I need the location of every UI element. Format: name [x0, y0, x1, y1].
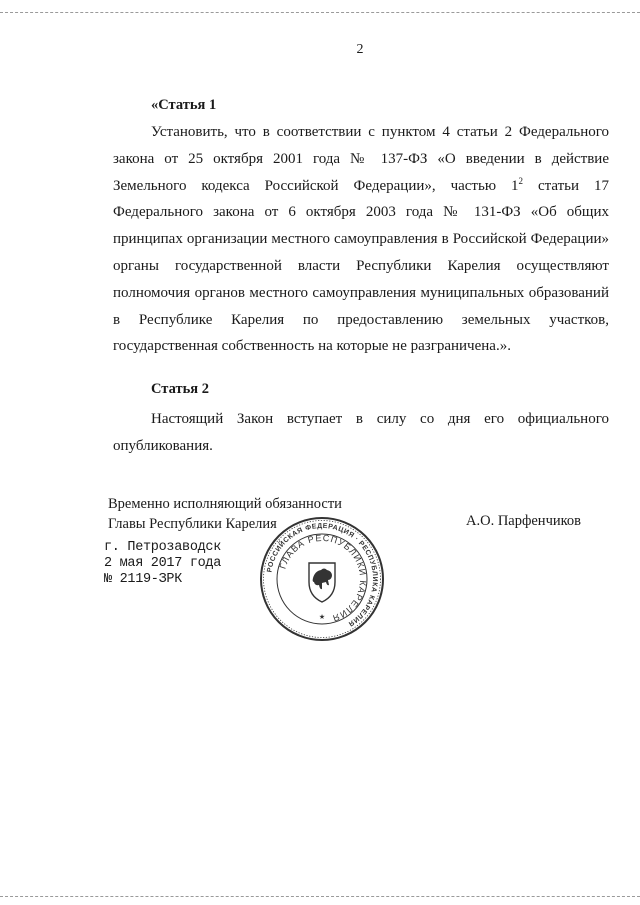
page-number: 2: [356, 42, 364, 57]
article-1-heading: «Статья 1: [151, 97, 217, 113]
seal-inner-text: ГЛАВА РЕСПУБЛИКИ КАРЕЛИЯ: [277, 532, 369, 624]
article-1-text-part-a: Установить, что в соответствии с пунктом 4 статьи 2 Федерального закона от 25 октября 2001 года № 137-ФЗ «О введении в действие Земельного кодекса Российской Федерации», частью 1: [113, 124, 609, 194]
law-number: № 2119-ЗРК: [104, 572, 183, 587]
article-1-superscript: 2: [518, 175, 523, 186]
seal-star-icon: ★: [318, 613, 326, 621]
page-top-edge: [0, 12, 640, 13]
law-registration-block: [104, 540, 221, 588]
page-bottom-edge: [0, 896, 640, 897]
article-2-text: Настоящий Закон вступает в силу со дня его официального опубликования.: [113, 411, 609, 454]
law-date: 2 мая 2017 года: [104, 556, 222, 571]
official-seal: [259, 516, 385, 642]
signatory-position-line-2: Главы Республики Карелия: [108, 516, 277, 532]
bear-emblem-icon: [309, 563, 335, 602]
signatory-position-line-1: Временно исполняющий обязанности: [108, 496, 342, 512]
signatory-name: А.О. Парфенчиков: [466, 513, 582, 529]
law-place: г. Петрозаводск: [104, 540, 222, 555]
article-1-text: [113, 119, 609, 360]
article-2-heading: Статья 2: [151, 381, 209, 397]
article-1-text-part-b: статьи 17 Федерального закона от 6 октября 2003 года № 131-ФЗ «Об общих принципах организации местного самоуправления в Российской Федерации» органы государственной власти Республики Карелия осуществляют полномочия органов местного самоуправления муниципальных образований в Республике Карелия по предоставлению земельных участков, государственная собственность на которые не разграничена.».: [113, 177, 609, 355]
seal-outer-text: РОССИЙСКАЯ ФЕДЕРАЦИЯ · РЕСПУБЛИКА КАРЕЛИЯ: [266, 522, 379, 628]
